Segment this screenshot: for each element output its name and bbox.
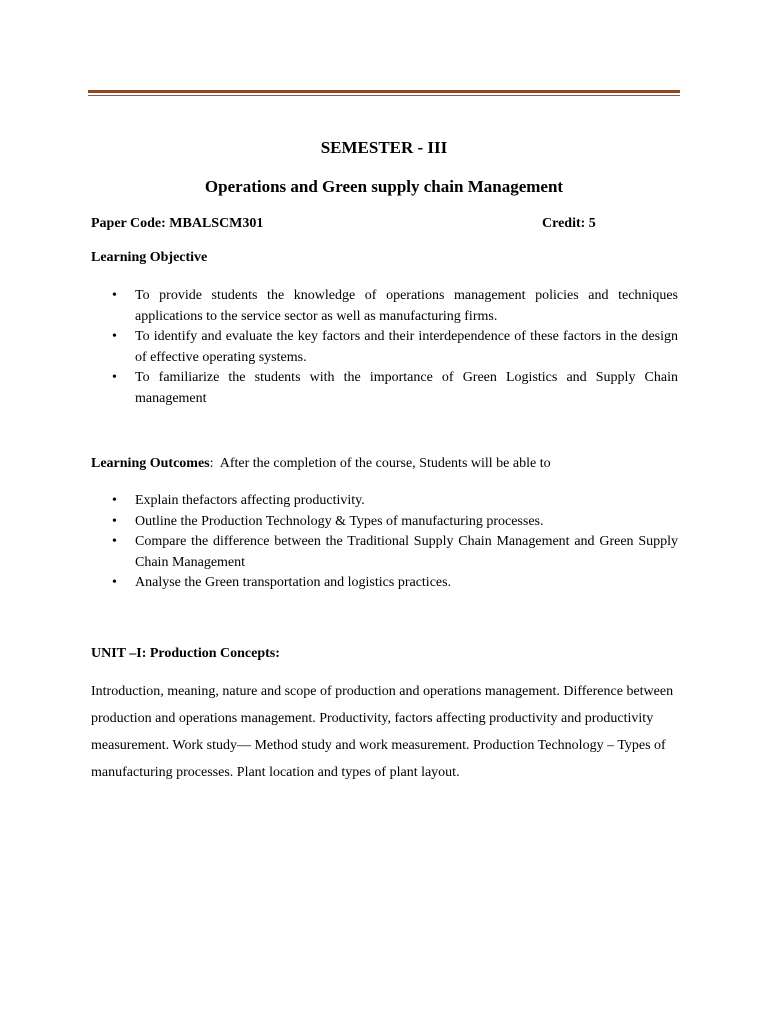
list-item: • Explain thefactors affecting productivity. [108,491,678,512]
header-rule-thick [88,90,680,93]
paper-code: Paper Code: MBALSCM301 [91,216,264,231]
learning-outcomes-label: Learning Outcomes [91,456,210,471]
list-item: • Analyse the Green transportation and logistics practices. [108,573,678,594]
learning-outcomes-list [108,491,678,594]
learning-outcomes-text: : After the completion of the course, Students will be able to [209,456,551,471]
learning-objective-list [108,286,678,409]
list-item: • To familiarize the students with the importance of Green Logistics and Supply Chain management [108,368,678,409]
credit: Credit: 5 [542,216,596,231]
unit-1-heading: UNIT –I: Production Concepts: [91,646,280,661]
learning-objective-heading: Learning Objective [91,250,208,265]
semester-title: SEMESTER - III [320,138,448,157]
list-item: • To provide students the knowledge of operations management policies and techniques applications to the service sector as well as manufacturing firms. [108,286,678,327]
unit-1-body: Introduction, meaning, nature and scope of production and operations management. Difference between production and operations management. Productivity, factors affecting productivity and productivity measurement. Work study— Method study and work measurement. Production Technology – Types of manufacturing processes. Plant location and types of plant layout. [91,684,674,780]
list-item: • Compare the difference between the Traditional Supply Chain Management and Green Supply Chain Management [108,532,678,573]
list-item: • To identify and evaluate the key factors and their interdependence of these factors in the design of effective operating systems. [108,327,678,368]
list-item: • Outline the Production Technology & Types of manufacturing processes. [108,512,678,533]
course-title: Operations and Green supply chain Management [204,177,564,196]
header-rule-thin [88,95,680,96]
learning-outcomes-intro [91,456,551,472]
